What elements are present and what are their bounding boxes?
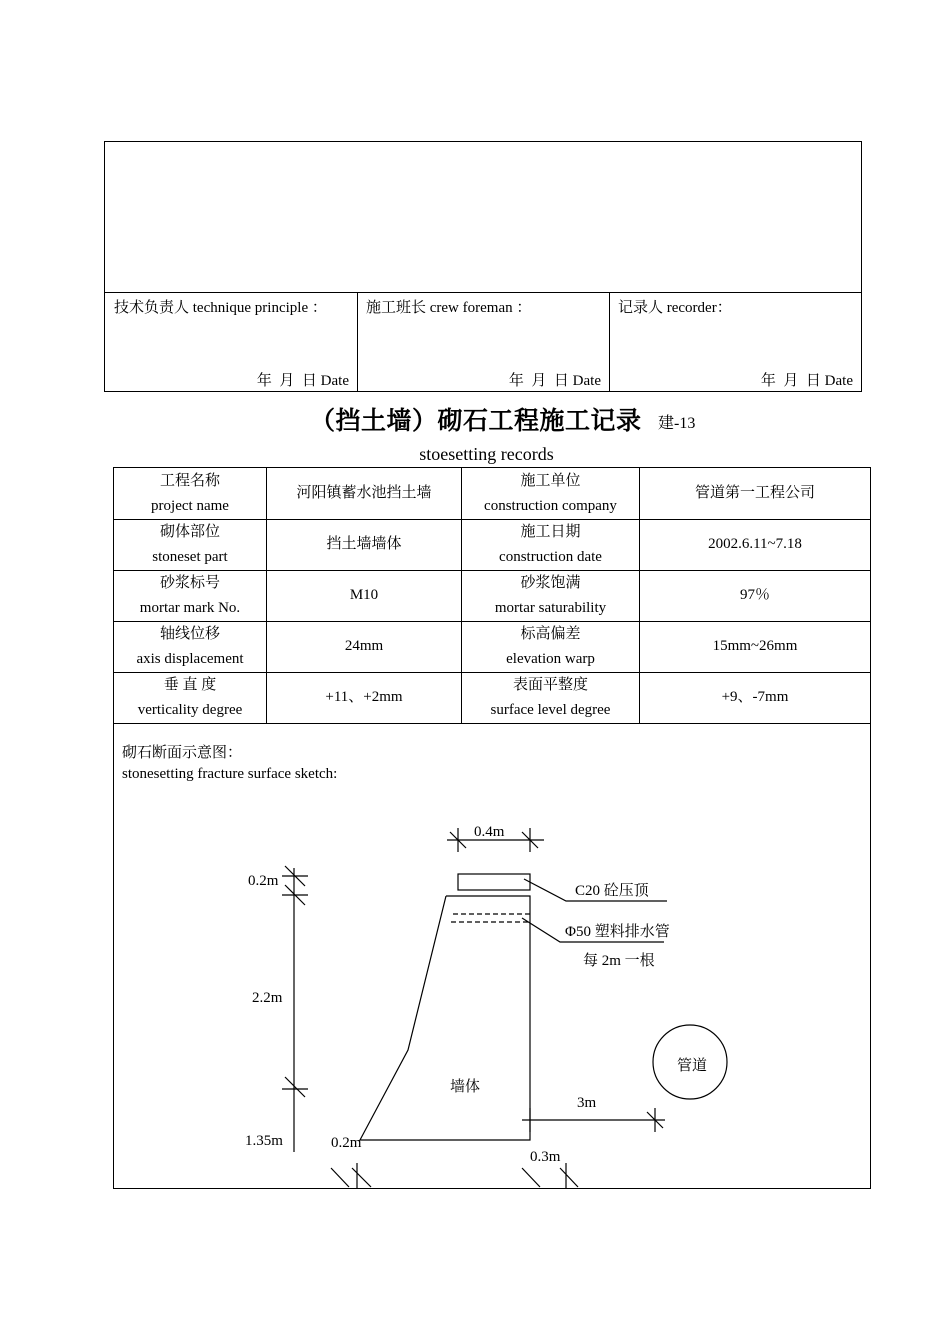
dim-tick: [560, 1168, 578, 1187]
dim-tick: [331, 1168, 349, 1187]
dim-tick: [285, 1077, 305, 1097]
label-drain-spacing: 每 2m 一根: [583, 953, 655, 969]
label-cn: 施工单位: [520, 472, 581, 489]
date-label: 年 月 日 Date: [256, 373, 349, 389]
sketch-caption-cn: 砌石断面示意图：: [122, 745, 243, 761]
label-cn: 工程名称: [159, 472, 220, 489]
sketch-caption-en: stonesetting fracture surface sketch:: [122, 766, 338, 782]
label-wall: 墙体: [450, 1079, 481, 1095]
label-cn: 砂浆标号: [159, 574, 220, 591]
field-value: M10: [267, 570, 462, 621]
field-value: 15mm~26mm: [712, 638, 798, 654]
dim-cap-height: 0.2m: [248, 873, 279, 889]
label-en: project name: [151, 497, 229, 514]
label-en: verticality degree: [137, 701, 243, 718]
wall-outline: [360, 896, 530, 1140]
label-cn: 砌体部位: [159, 523, 220, 540]
date-label: 年 月 日 Date: [760, 373, 853, 389]
label-pipe: 管道: [677, 1058, 708, 1074]
field-value: +11、+2mm: [267, 672, 462, 723]
label-cn: 施工日期: [520, 523, 581, 540]
field-value: 挡土墙墙体: [267, 519, 462, 570]
label-cn: 垂 直 度: [163, 676, 217, 693]
label-en: mortar mark No.: [139, 599, 241, 616]
dim-base-height: 1.35m: [245, 1133, 283, 1149]
label-en: elevation warp: [506, 650, 595, 667]
document-title: （挡土墙）砌石工程施工记录: [310, 408, 642, 435]
dim-wall-height: 2.2m: [252, 990, 283, 1006]
dim-tick: [352, 1168, 371, 1187]
crew-foreman-label: 施工班长 crew foreman ：: [366, 300, 532, 316]
dim-top-width: 0.4m: [474, 824, 505, 840]
label-cn: 砂浆饱满: [520, 574, 581, 591]
technique-principle-label: 技术负责人 technique principle ：: [114, 300, 327, 316]
field-value: 24mm: [267, 621, 462, 672]
cap-block: [458, 874, 530, 890]
dim-heel: 0.3m: [530, 1149, 561, 1165]
label-en: mortar saturability: [494, 599, 607, 616]
dim-toe: 0.2m: [331, 1135, 362, 1151]
recorder-label: 记录人 recorder：: [618, 300, 732, 316]
field-value: 管道第一工程公司: [694, 485, 815, 501]
document-subtitle: stoesetting records: [419, 444, 554, 464]
field-value: 97％: [739, 587, 770, 603]
field-value: 河阳镇蓄水池挡土墙: [267, 468, 462, 519]
label-cap: C20 砼压顶: [575, 883, 649, 899]
label-cn: 标高偏差: [520, 625, 581, 642]
document-code: 建-13: [658, 415, 696, 432]
label-cn: 轴线位移: [159, 625, 220, 642]
field-value: 2002.6.11~7.18: [708, 536, 802, 552]
label-cn: 表面平整度: [512, 676, 588, 693]
label-drain: Φ50 塑料排水管: [565, 924, 670, 940]
label-en: axis displacement: [136, 650, 244, 667]
label-en: surface level degree: [490, 701, 611, 718]
label-en: construction company: [484, 497, 617, 514]
label-en: stoneset part: [152, 548, 228, 565]
date-label: 年 月 日 Date: [508, 373, 601, 389]
dim-tick: [522, 1168, 540, 1187]
dim-pipe-distance: 3m: [577, 1095, 597, 1111]
label-en: construction date: [499, 548, 602, 565]
field-value: +9、-7mm: [721, 689, 789, 705]
